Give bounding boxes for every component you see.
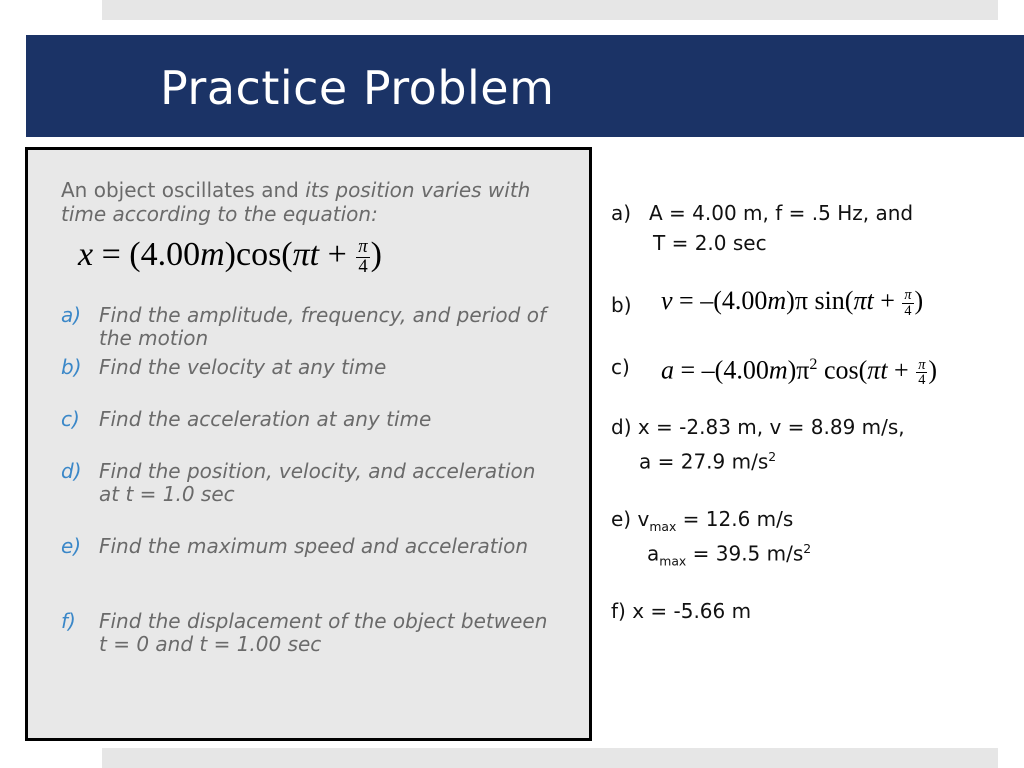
question-text: Find the maximum speed and acceleration [99,534,529,558]
answer-e-cont [611,534,1021,596]
acceleration-equation [661,350,937,387]
aeq-unit: m [768,355,788,385]
question-item [61,304,561,356]
slide-title: Practice Problem [160,61,555,115]
question-item [61,460,561,535]
veq-pit: πt [853,286,874,315]
veq-amp: = –(4.00 [672,286,768,315]
answer-a-cont [611,228,1021,290]
answer-a-line1: A = 4.00 m, f = .5 Hz, and [649,201,914,225]
aeq-square: 2 [809,356,818,373]
eq-frac-num: π [358,236,368,257]
eq-x: x [78,236,94,273]
answer-c [611,352,1021,412]
question-item [61,408,561,460]
answer-e [611,504,1021,534]
question-item [61,610,561,662]
aeq-frac-den: 4 [918,372,926,389]
answer-e-vmax: = 12.6 m/s [676,507,794,531]
question-text: Find the position, velocity, and acceleration at t = 1.0 sec [99,459,536,506]
top-decor-strip [102,0,998,20]
question-label: e) [61,534,82,558]
problem-box [25,147,592,741]
answer-a-label: a) [611,201,632,225]
intro-text: An object oscillates and [61,178,306,202]
aeq-pi: )π [787,355,810,385]
eq-unit: m [200,236,225,273]
aeq-plus: + [887,355,916,385]
question-text: Find the amplitude, frequency, and period of the motion [99,303,546,350]
answer-e-sub-max: max [649,519,677,534]
veq-v: v [661,286,673,315]
veq-plus: + [873,286,902,315]
aeq-amp: = –(4.00 [674,355,769,385]
veq-sin: )π sin( [786,286,854,315]
aeq-a: a [661,355,674,385]
eq-cos: )cos( [224,236,293,273]
bottom-decor-strip [102,748,998,768]
aeq-cos: cos( [817,355,868,385]
position-equation [78,236,382,276]
answers-panel [611,198,1021,626]
eq-pit: πt [292,236,320,273]
answer-e-sub-max2: max [659,553,687,569]
answer-a [611,198,1021,228]
question-list [61,304,561,662]
answer-a-line2: T = 2.0 sec [653,231,767,255]
answer-d-square: 2 [768,449,777,464]
answer-e-amax: = 39.5 m/s [686,541,804,566]
question-label: c) [61,407,80,431]
answer-e-prefix: e) v [611,507,650,531]
question-item [61,535,561,610]
question-label: a) [61,303,82,327]
answer-d-line2: a = 27.9 m/s [639,449,769,474]
veq-fraction [902,288,913,318]
question-label: d) [61,459,82,483]
answer-c-label: c) [611,355,630,379]
answer-e-a: a [647,541,660,566]
eq-plus: + [319,236,356,273]
question-item [61,356,561,408]
eq-close: ) [370,236,382,273]
intro-italic-text: its position varies with time according to the equation: [61,178,531,226]
veq-frac-den: 4 [904,302,912,319]
eq-frac-den: 4 [358,255,368,277]
answer-d-line1: d) x = -2.83 m, v = 8.89 m/s, [611,415,905,439]
problem-intro [61,178,561,226]
aeq-fraction [916,358,927,388]
answer-b [611,286,1021,352]
answer-f-line: f) x = -5.66 m [611,599,752,623]
answer-b-label: b) [611,293,632,317]
answer-f [611,596,1021,626]
veq-unit: m [767,286,787,315]
question-text: Find the velocity at any time [99,355,387,379]
eq-fraction [356,238,369,276]
question-text: Find the displacement of the object between t = 0 and t = 1.00 sec [99,609,548,656]
question-text: Find the acceleration at any time [99,407,432,431]
veq-frac-num: π [904,287,912,304]
veq-close: ) [914,286,924,315]
title-bar [26,35,1024,137]
answer-d-cont [611,442,1021,504]
velocity-equation [661,286,923,318]
question-label: f) [61,609,76,633]
answer-e-square: 2 [803,541,812,556]
question-label: b) [61,355,82,379]
aeq-pit: πt [867,355,888,385]
aeq-frac-num: π [918,356,926,373]
eq-amp: = (4.00 [93,236,201,273]
aeq-close: ) [928,355,938,385]
answer-d [611,412,1021,442]
